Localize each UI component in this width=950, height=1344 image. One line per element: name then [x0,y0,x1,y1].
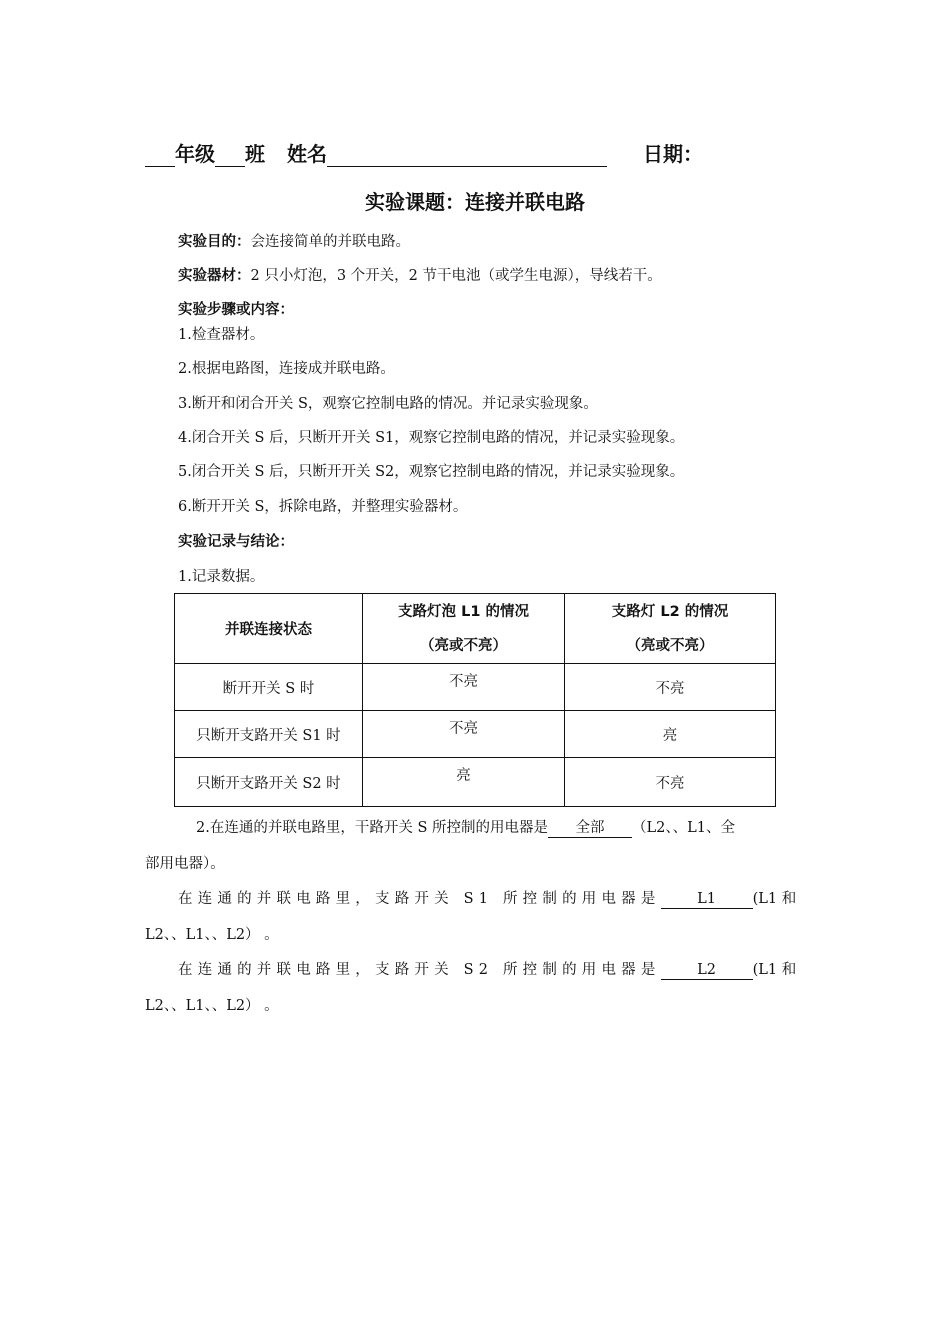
header-cell-l2 [565,594,776,664]
step-item: 6.断开开关 S，拆除电路，并整理实验器材。 [178,499,468,515]
name-label: 姓名 [287,142,327,166]
equipment-text: 2 只小灯泡，3 个开关，2 节干电池（或学生电源），导线若干。 [250,268,662,284]
step-item: 4.闭合开关 S 后，只断开开关 S1，观察它控制电路的情况，并记录实验现象。 [178,430,685,446]
table-header-row [175,594,776,664]
equipment-line [178,264,662,285]
equipment-label: 实验器材： [178,268,251,284]
conclusion-1-answer[interactable]: 全部 [548,819,632,838]
cell-l2: 不亮 [565,664,776,711]
cell-l1: 不亮 [363,711,565,758]
conclusion-3-answer[interactable]: L2 [661,961,753,980]
header-l2-text: 支路灯 L2 的情况 [611,603,729,620]
conclusion-3 [178,958,796,980]
record-table [174,593,776,807]
step-item: 1.检查器材。 [178,327,265,343]
header-l1-text: 支路灯泡 L1 的情况 [398,603,529,620]
conclusion-3-options: (L1 和 [752,962,797,978]
purpose-line [178,230,410,251]
cell-l1: 不亮 [363,664,565,711]
conclusion-2-cont: L2、、L1、、L2） 。 [145,927,279,943]
steps-label: 实验步骤或内容： [178,302,294,318]
grade-blank[interactable] [145,142,175,167]
cell-l2: 不亮 [565,758,776,807]
table-row [175,664,776,711]
conclusion-2-answer[interactable]: L1 [661,890,753,909]
cell-l1: 亮 [363,758,565,807]
conclusion-1 [196,816,735,838]
cell-state: 断开开关 S 时 [175,664,363,711]
table-row [175,758,776,807]
student-info-header [145,138,703,167]
records-label: 实验记录与结论： [178,534,294,550]
conclusion-3-cont: L2、、L1、、L2） 。 [145,998,279,1014]
class-blank[interactable] [215,142,245,167]
conclusion-2-text: 在连通的并联电路里，支路开关 S1 所控制的用电器是 [178,891,661,907]
purpose-text: 会连接简单的并联电路。 [250,234,410,250]
cell-state: 只断开支路开关 S1 时 [175,711,363,758]
purpose-label: 实验目的： [178,234,251,250]
header-cell-state: 并联连接状态 [175,594,363,664]
conclusion-3-text: 在连通的并联电路里，支路开关 S2 所控制的用电器是 [178,962,661,978]
header-l1-sub: （亮或不亮） [420,637,507,654]
header-cell-l1 [363,594,565,664]
conclusion-1-cont: 部用电器）。 [145,856,225,872]
step-item: 2.根据电路图，连接成并联电路。 [178,361,395,377]
cell-l2: 亮 [565,711,776,758]
step-item: 3.断开和闭合开关 S，观察它控制电路的情况。并记录实验现象。 [178,396,598,412]
conclusion-1-text: 2.在连通的并联电路里，干路开关 S 所控制的用电器是 [196,820,548,836]
conclusion-2 [178,887,796,909]
table-row [175,711,776,758]
step-item: 5.闭合开关 S 后，只断开开关 S2，观察它控制电路的情况，并记录实验现象。 [178,464,685,480]
records-item1: 1.记录数据。 [178,569,265,585]
class-label: 班 [245,142,265,166]
conclusion-2-options: (L1 和 [752,891,797,907]
cell-state: 只断开支路开关 S2 时 [175,758,363,807]
page-title: 实验课题：连接并联电路 [365,190,585,214]
conclusion-1-options: （L2、、L1、全 [631,820,735,836]
grade-label: 年级 [175,142,215,166]
date-label: 日期： [643,142,703,166]
header-l2-sub: （亮或不亮） [626,637,714,654]
name-blank[interactable] [327,142,607,167]
